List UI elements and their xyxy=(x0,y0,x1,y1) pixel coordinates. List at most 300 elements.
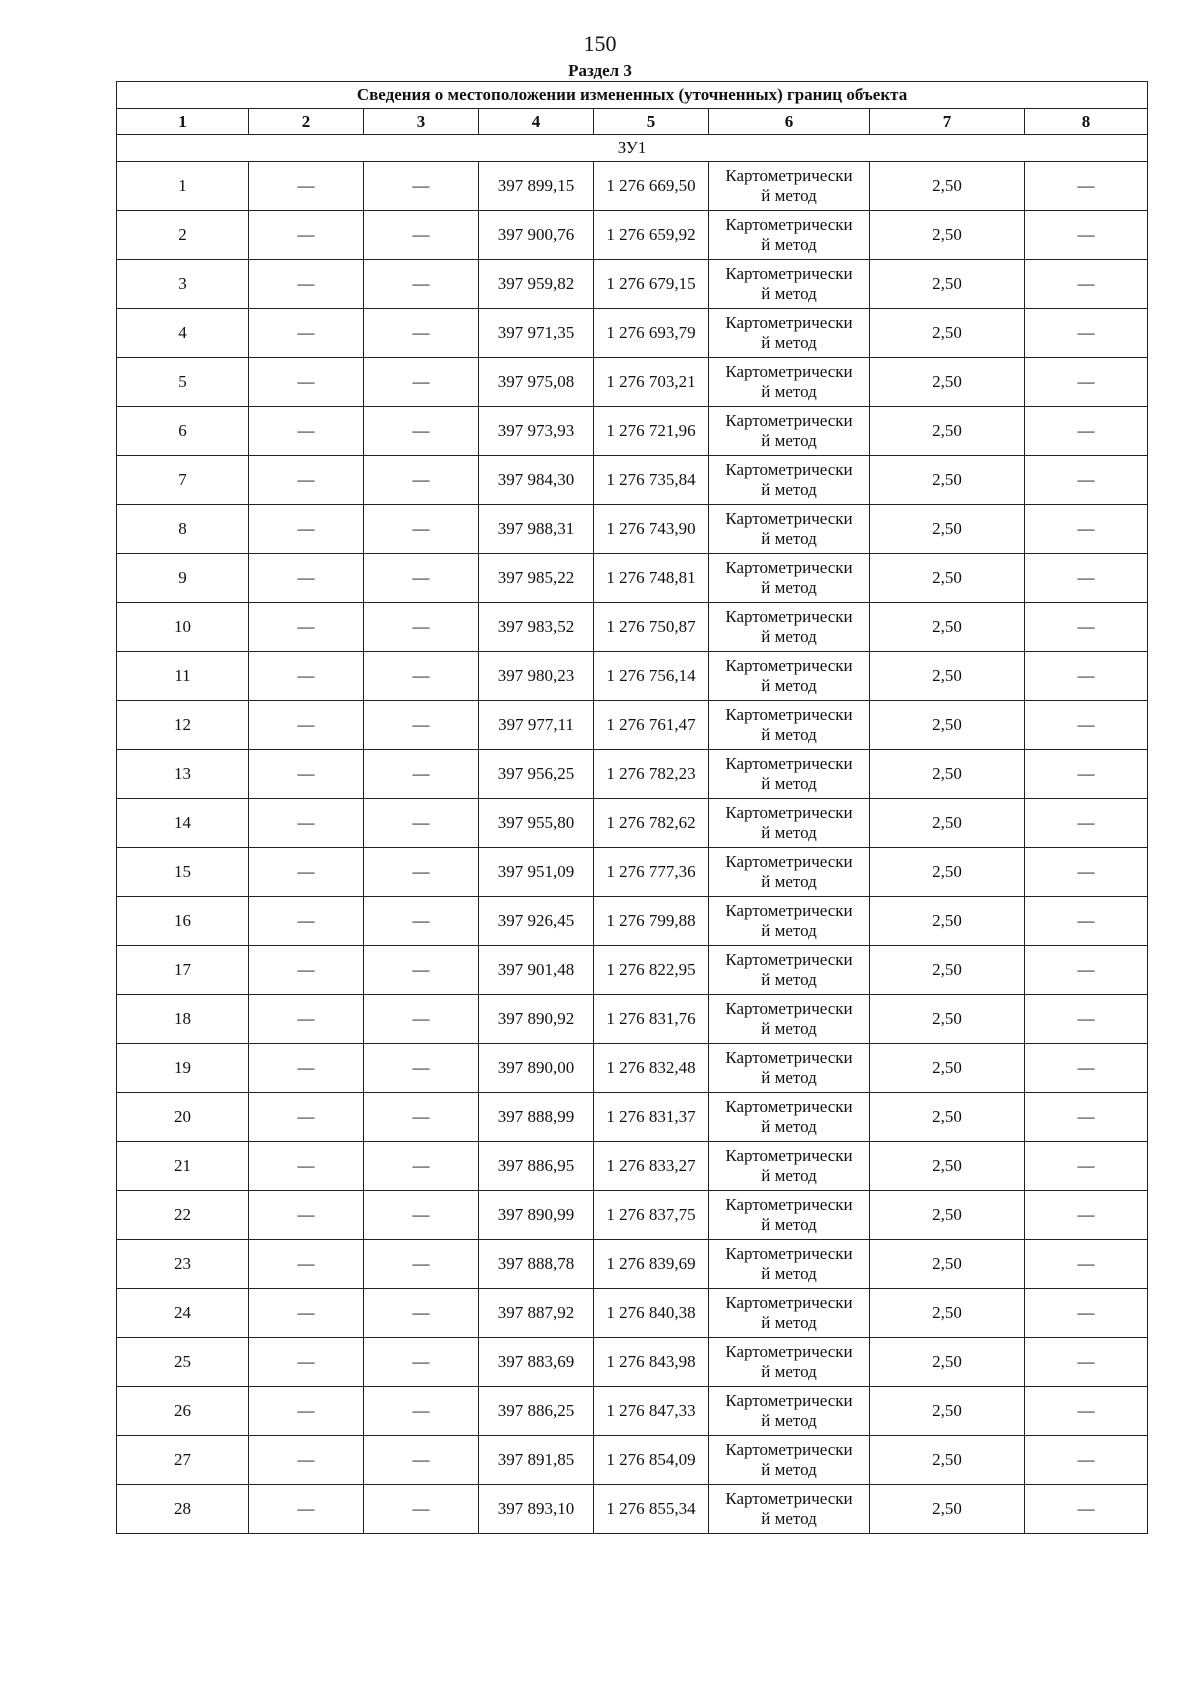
column-3-cell: — xyxy=(364,946,479,995)
column-2-cell: — xyxy=(249,358,364,407)
x-coordinate-cell: 397 890,92 xyxy=(479,995,594,1044)
table-row xyxy=(117,1191,1148,1240)
column-8-cell: — xyxy=(1025,652,1148,701)
method-line-1: Картометрически xyxy=(725,1048,853,1067)
accuracy-cell: 2,50 xyxy=(870,652,1025,701)
method-line-2: й метод xyxy=(761,1362,817,1381)
y-coordinate-cell: 1 276 693,79 xyxy=(594,309,709,358)
column-3-cell: — xyxy=(364,1240,479,1289)
method-cell xyxy=(709,554,870,603)
method-line-2: й метод xyxy=(761,284,817,303)
table-row xyxy=(117,1044,1148,1093)
column-3-cell: — xyxy=(364,260,479,309)
accuracy-cell: 2,50 xyxy=(870,1191,1025,1240)
accuracy-cell: 2,50 xyxy=(870,603,1025,652)
method-line-1: Картометрически xyxy=(725,313,853,332)
x-coordinate-cell: 397 888,78 xyxy=(479,1240,594,1289)
column-8-cell: — xyxy=(1025,260,1148,309)
y-coordinate-cell: 1 276 748,81 xyxy=(594,554,709,603)
method-line-2: й метод xyxy=(761,186,817,205)
column-3-cell: — xyxy=(364,603,479,652)
y-coordinate-cell: 1 276 847,33 xyxy=(594,1387,709,1436)
method-cell xyxy=(709,799,870,848)
column-8-cell: — xyxy=(1025,407,1148,456)
method-cell xyxy=(709,309,870,358)
point-number-cell: 2 xyxy=(117,211,249,260)
method-line-1: Картометрически xyxy=(725,1146,853,1165)
method-line-2: й метод xyxy=(761,382,817,401)
accuracy-cell: 2,50 xyxy=(870,1387,1025,1436)
x-coordinate-cell: 397 988,31 xyxy=(479,505,594,554)
point-number-cell: 25 xyxy=(117,1338,249,1387)
x-coordinate-cell: 397 973,93 xyxy=(479,407,594,456)
method-line-2: й метод xyxy=(761,333,817,352)
method-line-1: Картометрически xyxy=(725,1293,853,1312)
method-line-1: Картометрически xyxy=(725,1391,853,1410)
column-2-cell: — xyxy=(249,946,364,995)
column-3-cell: — xyxy=(364,1387,479,1436)
point-number-cell: 14 xyxy=(117,799,249,848)
method-line-1: Картометрически xyxy=(725,950,853,969)
column-8-cell: — xyxy=(1025,1436,1148,1485)
method-line-2: й метод xyxy=(761,823,817,842)
method-cell xyxy=(709,848,870,897)
column-2-cell: — xyxy=(249,1044,364,1093)
method-cell xyxy=(709,1387,870,1436)
column-8-cell: — xyxy=(1025,162,1148,211)
y-coordinate-cell: 1 276 777,36 xyxy=(594,848,709,897)
column-8-cell: — xyxy=(1025,995,1148,1044)
method-cell xyxy=(709,1289,870,1338)
point-number-cell: 6 xyxy=(117,407,249,456)
accuracy-cell: 2,50 xyxy=(870,407,1025,456)
column-3-cell: — xyxy=(364,701,479,750)
point-number-cell: 22 xyxy=(117,1191,249,1240)
column-2-cell: — xyxy=(249,1191,364,1240)
point-number-cell: 15 xyxy=(117,848,249,897)
column-2-cell: — xyxy=(249,603,364,652)
column-2-cell: — xyxy=(249,1142,364,1191)
column-number: 2 xyxy=(249,109,364,135)
column-2-cell: — xyxy=(249,848,364,897)
accuracy-cell: 2,50 xyxy=(870,1093,1025,1142)
column-number: 7 xyxy=(870,109,1025,135)
accuracy-cell: 2,50 xyxy=(870,897,1025,946)
method-line-2: й метод xyxy=(761,1166,817,1185)
method-line-1: Картометрически xyxy=(725,264,853,283)
column-2-cell: — xyxy=(249,554,364,603)
point-number-cell: 17 xyxy=(117,946,249,995)
table-row xyxy=(117,1387,1148,1436)
column-3-cell: — xyxy=(364,1289,479,1338)
x-coordinate-cell: 397 983,52 xyxy=(479,603,594,652)
x-coordinate-cell: 397 886,95 xyxy=(479,1142,594,1191)
y-coordinate-cell: 1 276 735,84 xyxy=(594,456,709,505)
y-coordinate-cell: 1 276 756,14 xyxy=(594,652,709,701)
point-number-cell: 21 xyxy=(117,1142,249,1191)
y-coordinate-cell: 1 276 843,98 xyxy=(594,1338,709,1387)
method-line-1: Картометрически xyxy=(725,362,853,381)
method-line-1: Картометрически xyxy=(725,705,853,724)
column-3-cell: — xyxy=(364,652,479,701)
method-line-2: й метод xyxy=(761,529,817,548)
method-cell xyxy=(709,652,870,701)
column-3-cell: — xyxy=(364,505,479,554)
column-3-cell: — xyxy=(364,554,479,603)
y-coordinate-cell: 1 276 679,15 xyxy=(594,260,709,309)
y-coordinate-cell: 1 276 840,38 xyxy=(594,1289,709,1338)
point-number-cell: 11 xyxy=(117,652,249,701)
point-number-cell: 10 xyxy=(117,603,249,652)
column-number: 5 xyxy=(594,109,709,135)
y-coordinate-cell: 1 276 782,23 xyxy=(594,750,709,799)
table-row xyxy=(117,554,1148,603)
column-8-cell: — xyxy=(1025,1191,1148,1240)
y-coordinate-cell: 1 276 854,09 xyxy=(594,1436,709,1485)
column-number-row xyxy=(117,109,1148,135)
table-row xyxy=(117,750,1148,799)
y-coordinate-cell: 1 276 832,48 xyxy=(594,1044,709,1093)
table-row xyxy=(117,1093,1148,1142)
column-2-cell: — xyxy=(249,799,364,848)
section-title: Раздел 3 xyxy=(568,61,632,80)
method-cell xyxy=(709,407,870,456)
method-line-2: й метод xyxy=(761,1019,817,1038)
column-3-cell: — xyxy=(364,211,479,260)
column-number: 8 xyxy=(1025,109,1148,135)
column-2-cell: — xyxy=(249,260,364,309)
table-row xyxy=(117,995,1148,1044)
column-3-cell: — xyxy=(364,750,479,799)
method-cell xyxy=(709,1142,870,1191)
column-2-cell: — xyxy=(249,162,364,211)
x-coordinate-cell: 397 985,22 xyxy=(479,554,594,603)
column-8-cell: — xyxy=(1025,750,1148,799)
table-row xyxy=(117,897,1148,946)
boundary-coordinates-table xyxy=(116,81,1148,1534)
method-cell xyxy=(709,1191,870,1240)
column-2-cell: — xyxy=(249,211,364,260)
method-line-2: й метод xyxy=(761,1313,817,1332)
method-cell xyxy=(709,1240,870,1289)
column-8-cell: — xyxy=(1025,603,1148,652)
column-2-cell: — xyxy=(249,897,364,946)
point-number-cell: 28 xyxy=(117,1485,249,1534)
method-line-2: й метод xyxy=(761,578,817,597)
method-line-1: Картометрически xyxy=(725,1440,853,1459)
accuracy-cell: 2,50 xyxy=(870,505,1025,554)
column-8-cell: — xyxy=(1025,1093,1148,1142)
method-line-1: Картометрически xyxy=(725,656,853,675)
column-8-cell: — xyxy=(1025,358,1148,407)
y-coordinate-cell: 1 276 831,76 xyxy=(594,995,709,1044)
column-2-cell: — xyxy=(249,407,364,456)
column-3-cell: — xyxy=(364,358,479,407)
accuracy-cell: 2,50 xyxy=(870,750,1025,799)
column-3-cell: — xyxy=(364,848,479,897)
accuracy-cell: 2,50 xyxy=(870,1240,1025,1289)
method-line-1: Картометрически xyxy=(725,999,853,1018)
accuracy-cell: 2,50 xyxy=(870,456,1025,505)
point-number-cell: 3 xyxy=(117,260,249,309)
y-coordinate-cell: 1 276 669,50 xyxy=(594,162,709,211)
point-number-cell: 8 xyxy=(117,505,249,554)
x-coordinate-cell: 397 890,99 xyxy=(479,1191,594,1240)
column-8-cell: — xyxy=(1025,848,1148,897)
y-coordinate-cell: 1 276 761,47 xyxy=(594,701,709,750)
method-line-2: й метод xyxy=(761,774,817,793)
column-number: 3 xyxy=(364,109,479,135)
y-coordinate-cell: 1 276 721,96 xyxy=(594,407,709,456)
point-number-cell: 27 xyxy=(117,1436,249,1485)
y-coordinate-cell: 1 276 837,75 xyxy=(594,1191,709,1240)
accuracy-cell: 2,50 xyxy=(870,1044,1025,1093)
method-line-2: й метод xyxy=(761,1411,817,1430)
x-coordinate-cell: 397 883,69 xyxy=(479,1338,594,1387)
table-row xyxy=(117,162,1148,211)
table-row xyxy=(117,701,1148,750)
method-line-2: й метод xyxy=(761,1264,817,1283)
method-line-2: й метод xyxy=(761,431,817,450)
method-cell xyxy=(709,995,870,1044)
method-cell xyxy=(709,1485,870,1534)
point-number-cell: 12 xyxy=(117,701,249,750)
table-row xyxy=(117,1240,1148,1289)
method-line-1: Картометрически xyxy=(725,509,853,528)
method-line-2: й метод xyxy=(761,872,817,891)
method-line-1: Картометрически xyxy=(725,460,853,479)
method-line-2: й метод xyxy=(761,970,817,989)
method-line-2: й метод xyxy=(761,1068,817,1087)
column-number: 6 xyxy=(709,109,870,135)
x-coordinate-cell: 397 899,15 xyxy=(479,162,594,211)
column-8-cell: — xyxy=(1025,897,1148,946)
column-3-cell: — xyxy=(364,456,479,505)
column-8-cell: — xyxy=(1025,456,1148,505)
method-line-1: Картометрически xyxy=(725,411,853,430)
y-coordinate-cell: 1 276 799,88 xyxy=(594,897,709,946)
column-3-cell: — xyxy=(364,407,479,456)
x-coordinate-cell: 397 975,08 xyxy=(479,358,594,407)
accuracy-cell: 2,50 xyxy=(870,995,1025,1044)
column-2-cell: — xyxy=(249,750,364,799)
y-coordinate-cell: 1 276 831,37 xyxy=(594,1093,709,1142)
accuracy-cell: 2,50 xyxy=(870,358,1025,407)
table-row xyxy=(117,505,1148,554)
column-3-cell: — xyxy=(364,1485,479,1534)
x-coordinate-cell: 397 951,09 xyxy=(479,848,594,897)
column-3-cell: — xyxy=(364,1191,479,1240)
y-coordinate-cell: 1 276 703,21 xyxy=(594,358,709,407)
point-number-cell: 23 xyxy=(117,1240,249,1289)
column-2-cell: — xyxy=(249,1093,364,1142)
column-8-cell: — xyxy=(1025,1044,1148,1093)
method-line-2: й метод xyxy=(761,725,817,744)
method-line-1: Картометрически xyxy=(725,901,853,920)
column-2-cell: — xyxy=(249,1436,364,1485)
x-coordinate-cell: 397 900,76 xyxy=(479,211,594,260)
accuracy-cell: 2,50 xyxy=(870,162,1025,211)
x-coordinate-cell: 397 971,35 xyxy=(479,309,594,358)
point-number-cell: 16 xyxy=(117,897,249,946)
point-number-cell: 9 xyxy=(117,554,249,603)
method-line-2: й метод xyxy=(761,1509,817,1528)
method-cell xyxy=(709,750,870,799)
method-line-1: Картометрически xyxy=(725,558,853,577)
table-row xyxy=(117,603,1148,652)
column-2-cell: — xyxy=(249,1289,364,1338)
table-row xyxy=(117,652,1148,701)
column-2-cell: — xyxy=(249,1387,364,1436)
column-3-cell: — xyxy=(364,1338,479,1387)
column-8-cell: — xyxy=(1025,554,1148,603)
method-line-1: Картометрически xyxy=(725,215,853,234)
column-8-cell: — xyxy=(1025,701,1148,750)
column-2-cell: — xyxy=(249,309,364,358)
y-coordinate-cell: 1 276 659,92 xyxy=(594,211,709,260)
x-coordinate-cell: 397 887,92 xyxy=(479,1289,594,1338)
table-row xyxy=(117,1436,1148,1485)
column-2-cell: — xyxy=(249,701,364,750)
column-3-cell: — xyxy=(364,799,479,848)
point-number-cell: 24 xyxy=(117,1289,249,1338)
column-2-cell: — xyxy=(249,1485,364,1534)
method-cell xyxy=(709,1044,870,1093)
point-number-cell: 18 xyxy=(117,995,249,1044)
accuracy-cell: 2,50 xyxy=(870,1338,1025,1387)
column-8-cell: — xyxy=(1025,1338,1148,1387)
x-coordinate-cell: 397 893,10 xyxy=(479,1485,594,1534)
column-8-cell: — xyxy=(1025,946,1148,995)
y-coordinate-cell: 1 276 750,87 xyxy=(594,603,709,652)
point-number-cell: 26 xyxy=(117,1387,249,1436)
method-line-2: й метод xyxy=(761,627,817,646)
column-2-cell: — xyxy=(249,652,364,701)
x-coordinate-cell: 397 891,85 xyxy=(479,1436,594,1485)
x-coordinate-cell: 397 888,99 xyxy=(479,1093,594,1142)
x-coordinate-cell: 397 980,23 xyxy=(479,652,594,701)
column-8-cell: — xyxy=(1025,1240,1148,1289)
column-2-cell: — xyxy=(249,995,364,1044)
column-8-cell: — xyxy=(1025,1387,1148,1436)
y-coordinate-cell: 1 276 839,69 xyxy=(594,1240,709,1289)
x-coordinate-cell: 397 890,00 xyxy=(479,1044,594,1093)
accuracy-cell: 2,50 xyxy=(870,848,1025,897)
method-cell xyxy=(709,211,870,260)
column-3-cell: — xyxy=(364,1093,479,1142)
y-coordinate-cell: 1 276 782,62 xyxy=(594,799,709,848)
table-row xyxy=(117,946,1148,995)
accuracy-cell: 2,50 xyxy=(870,701,1025,750)
y-coordinate-cell: 1 276 743,90 xyxy=(594,505,709,554)
accuracy-cell: 2,50 xyxy=(870,1436,1025,1485)
x-coordinate-cell: 397 926,45 xyxy=(479,897,594,946)
x-coordinate-cell: 397 977,11 xyxy=(479,701,594,750)
method-cell xyxy=(709,603,870,652)
method-cell xyxy=(709,162,870,211)
x-coordinate-cell: 397 955,80 xyxy=(479,799,594,848)
method-line-1: Картометрически xyxy=(725,1244,853,1263)
column-8-cell: — xyxy=(1025,211,1148,260)
method-line-2: й метод xyxy=(761,480,817,499)
x-coordinate-cell: 397 886,25 xyxy=(479,1387,594,1436)
point-number-cell: 5 xyxy=(117,358,249,407)
method-line-2: й метод xyxy=(761,1215,817,1234)
method-line-2: й метод xyxy=(761,235,817,254)
accuracy-cell: 2,50 xyxy=(870,260,1025,309)
method-cell xyxy=(709,358,870,407)
table-row xyxy=(117,211,1148,260)
method-cell xyxy=(709,505,870,554)
table-row xyxy=(117,1485,1148,1534)
method-cell xyxy=(709,1436,870,1485)
accuracy-cell: 2,50 xyxy=(870,211,1025,260)
table-row xyxy=(117,1142,1148,1191)
method-line-1: Картометрически xyxy=(725,1097,853,1116)
column-8-cell: — xyxy=(1025,309,1148,358)
table-row xyxy=(117,1338,1148,1387)
column-2-cell: — xyxy=(249,1338,364,1387)
column-2-cell: — xyxy=(249,456,364,505)
column-3-cell: — xyxy=(364,897,479,946)
page-number: 150 xyxy=(583,31,617,56)
accuracy-cell: 2,50 xyxy=(870,1142,1025,1191)
method-cell xyxy=(709,897,870,946)
point-number-cell: 4 xyxy=(117,309,249,358)
column-number: 1 xyxy=(117,109,249,135)
table-row xyxy=(117,358,1148,407)
method-cell xyxy=(709,1338,870,1387)
y-coordinate-cell: 1 276 833,27 xyxy=(594,1142,709,1191)
y-coordinate-cell: 1 276 822,95 xyxy=(594,946,709,995)
accuracy-cell: 2,50 xyxy=(870,1485,1025,1534)
column-8-cell: — xyxy=(1025,799,1148,848)
x-coordinate-cell: 397 956,25 xyxy=(479,750,594,799)
table-row xyxy=(117,799,1148,848)
method-cell xyxy=(709,701,870,750)
method-line-2: й метод xyxy=(761,921,817,940)
column-3-cell: — xyxy=(364,1044,479,1093)
point-number-cell: 1 xyxy=(117,162,249,211)
column-2-cell: — xyxy=(249,505,364,554)
y-coordinate-cell: 1 276 855,34 xyxy=(594,1485,709,1534)
x-coordinate-cell: 397 959,82 xyxy=(479,260,594,309)
column-8-cell: — xyxy=(1025,1485,1148,1534)
table-row xyxy=(117,407,1148,456)
method-line-1: Картометрически xyxy=(725,1342,853,1361)
method-line-1: Картометрически xyxy=(725,803,853,822)
method-line-1: Картометрически xyxy=(725,1195,853,1214)
column-8-cell: — xyxy=(1025,1142,1148,1191)
x-coordinate-cell: 397 901,48 xyxy=(479,946,594,995)
accuracy-cell: 2,50 xyxy=(870,554,1025,603)
method-line-2: й метод xyxy=(761,1117,817,1136)
table-row xyxy=(117,260,1148,309)
method-line-1: Картометрически xyxy=(725,852,853,871)
table-row xyxy=(117,309,1148,358)
column-number: 4 xyxy=(479,109,594,135)
method-line-2: й метод xyxy=(761,676,817,695)
table-row xyxy=(117,456,1148,505)
column-3-cell: — xyxy=(364,995,479,1044)
table-caption: Сведения о местоположении измененных (уточненных) границ объекта xyxy=(117,82,1148,109)
method-line-1: Картометрически xyxy=(725,754,853,773)
accuracy-cell: 2,50 xyxy=(870,309,1025,358)
accuracy-cell: 2,50 xyxy=(870,946,1025,995)
point-number-cell: 19 xyxy=(117,1044,249,1093)
column-3-cell: — xyxy=(364,309,479,358)
column-3-cell: — xyxy=(364,162,479,211)
